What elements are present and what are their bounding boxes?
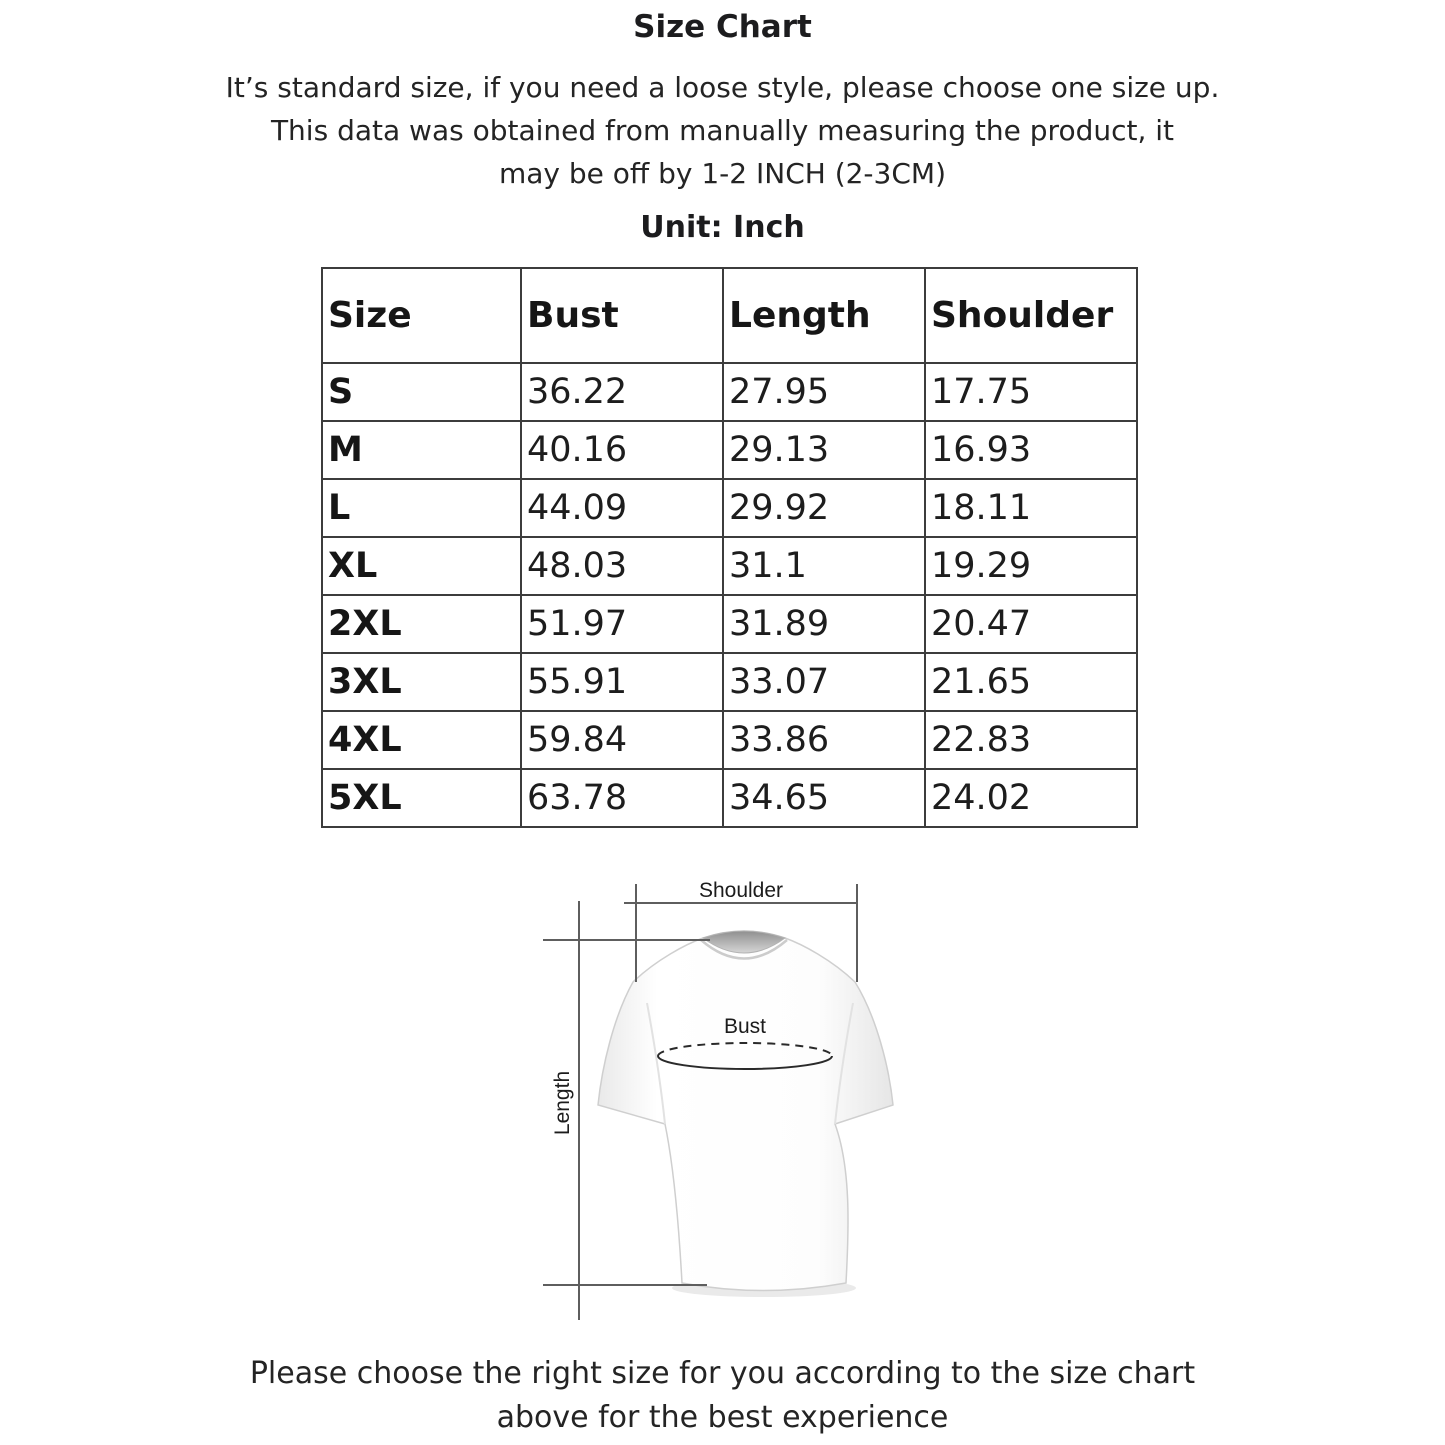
tshirt-graphic (598, 931, 893, 1291)
size-cell: XL (322, 537, 521, 595)
size-cell: L (322, 479, 521, 537)
table-row (322, 769, 1137, 827)
value-cell: 29.13 (723, 421, 925, 479)
size-cell: 3XL (322, 653, 521, 711)
intro-line: It’s standard size, if you need a loose style, please choose one size up. (225, 71, 1220, 104)
value-cell: 22.83 (925, 711, 1137, 769)
value-cell: 36.22 (521, 363, 723, 421)
footer-line: above for the best experience (496, 1400, 949, 1435)
table-row (322, 479, 1137, 537)
bust-label: Bust (723, 1015, 767, 1038)
value-cell: 24.02 (925, 769, 1137, 827)
value-cell: 17.75 (925, 363, 1137, 421)
value-cell: 18.11 (925, 479, 1137, 537)
size-cell: 2XL (322, 595, 521, 653)
column-header-length: Length (723, 268, 925, 363)
value-cell: 21.65 (925, 653, 1137, 711)
table-row (322, 653, 1137, 711)
value-cell: 44.09 (521, 479, 723, 537)
column-header-bust: Bust (521, 268, 723, 363)
value-cell: 16.93 (925, 421, 1137, 479)
table-row (322, 363, 1137, 421)
page-title: Size Chart (633, 9, 812, 45)
table-row (322, 595, 1137, 653)
table-row (322, 711, 1137, 769)
value-cell: 29.92 (723, 479, 925, 537)
footer-line: Please choose the right size for you according to the size chart (249, 1356, 1196, 1391)
unit-label: Unit: Inch (640, 210, 805, 245)
value-cell: 48.03 (521, 537, 723, 595)
column-header-shoulder: Shoulder (925, 268, 1137, 363)
value-cell: 31.1 (723, 537, 925, 595)
value-cell: 34.65 (723, 769, 925, 827)
value-cell: 51.97 (521, 595, 723, 653)
tshirt-diagram (540, 868, 960, 1333)
footer-note (0, 1352, 1445, 1440)
table-body (322, 363, 1137, 827)
value-cell: 31.89 (723, 595, 925, 653)
table-row (322, 421, 1137, 479)
size-cell: S (322, 363, 521, 421)
table-header-row (322, 268, 1137, 363)
size-cell: M (322, 421, 521, 479)
value-cell: 19.29 (925, 537, 1137, 595)
value-cell: 20.47 (925, 595, 1137, 653)
intro-text (0, 66, 1445, 195)
intro-line: may be off by 1-2 INCH (2-3CM) (498, 157, 946, 190)
length-label: Length (551, 1070, 574, 1136)
value-cell: 33.07 (723, 653, 925, 711)
size-cell: 4XL (322, 711, 521, 769)
size-table-container (321, 267, 1138, 828)
size-table (321, 267, 1138, 828)
value-cell: 27.95 (723, 363, 925, 421)
value-cell: 63.78 (521, 769, 723, 827)
value-cell: 55.91 (521, 653, 723, 711)
size-cell: 5XL (322, 769, 521, 827)
value-cell: 33.86 (723, 711, 925, 769)
table-row (322, 537, 1137, 595)
intro-line: This data was obtained from manually measuring the product, it (270, 114, 1175, 147)
shoulder-label: Shoulder (698, 879, 784, 902)
value-cell: 59.84 (521, 711, 723, 769)
value-cell: 40.16 (521, 421, 723, 479)
column-header-size: Size (322, 268, 521, 363)
